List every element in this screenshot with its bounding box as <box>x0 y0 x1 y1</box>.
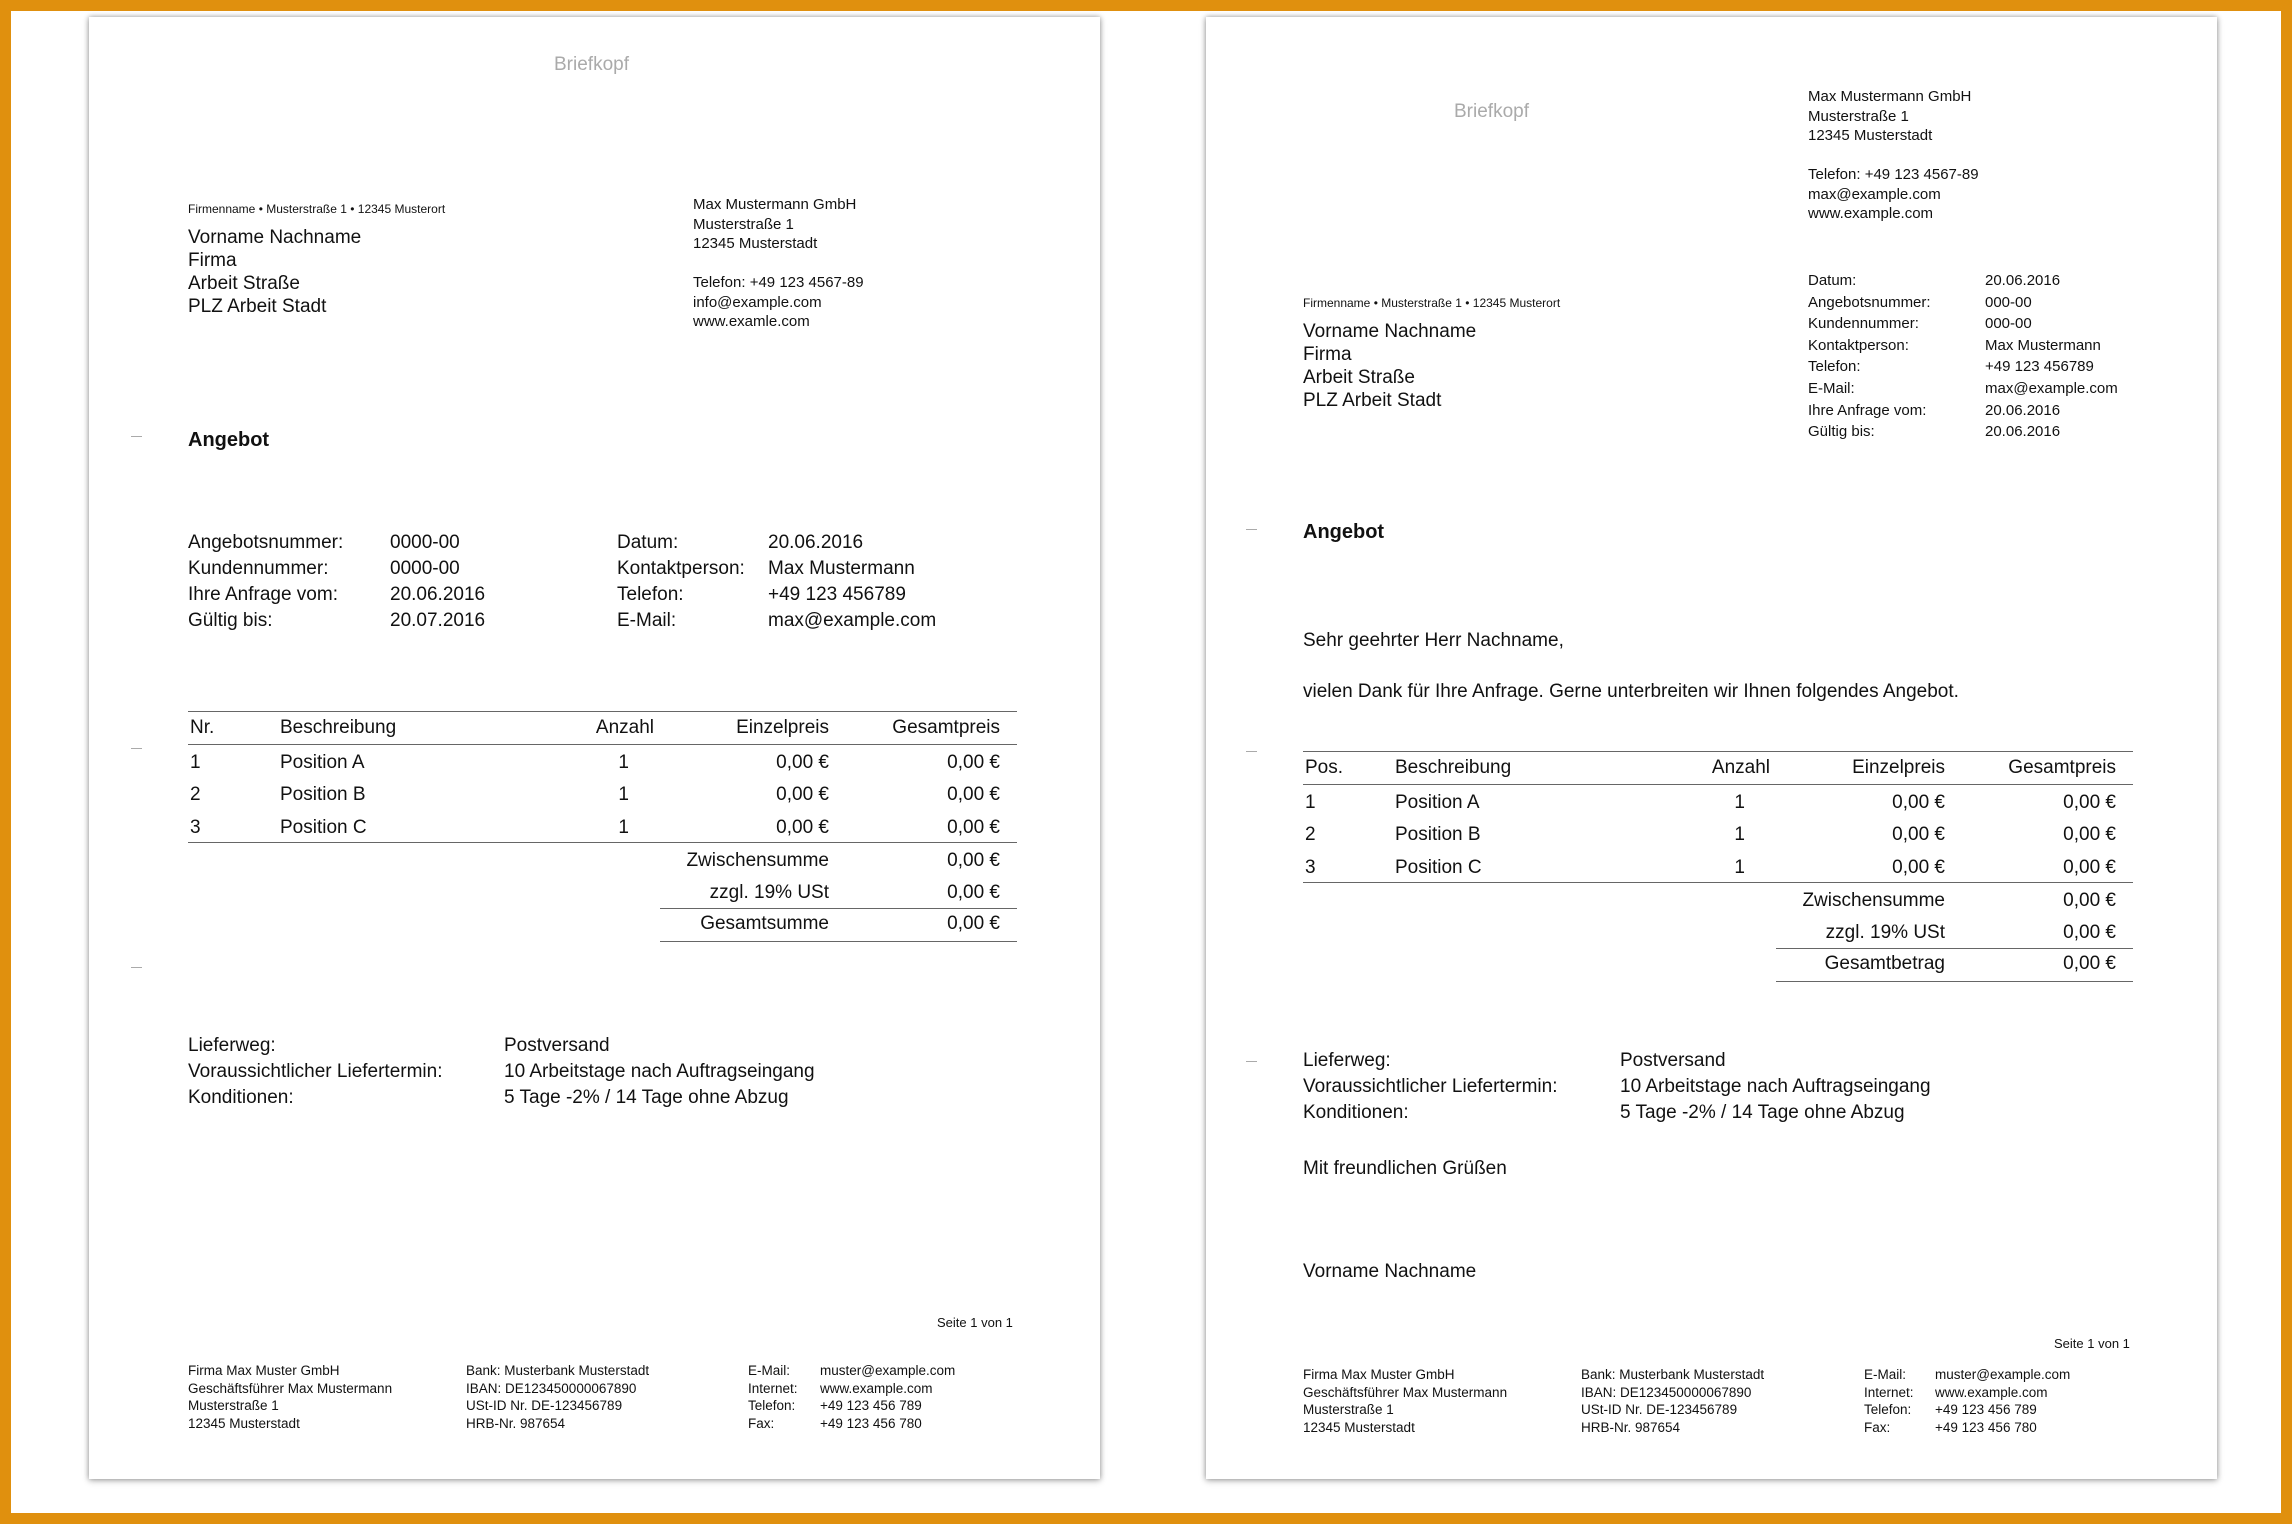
company-info <box>1808 87 1979 224</box>
table-row <box>1303 824 2133 848</box>
company-line: Musterstraße 1 <box>693 215 794 233</box>
total-top-rule <box>660 908 1017 909</box>
text-cell: 1 <box>1734 824 1745 845</box>
total-top-rule <box>1776 948 2133 949</box>
text-cell: IBAN: DE123450000067890 <box>466 1380 637 1396</box>
punch-mark <box>131 967 142 968</box>
text-cell: 1 <box>1734 857 1745 878</box>
text-cell: www.example.com <box>1808 205 1934 222</box>
document-title: Angebot <box>188 429 270 451</box>
text-cell: 0,00 € <box>1892 824 1945 845</box>
info-value: +49 123 456789 <box>768 584 906 605</box>
document-page-1 <box>89 17 1100 1479</box>
footer-company <box>1303 1366 1507 1436</box>
info-label: Kundennummer: <box>188 558 329 579</box>
delivery-value: Postversand <box>504 1035 610 1056</box>
col-header-description: Beschreibung <box>280 717 397 738</box>
info-value: 20.06.2016 <box>768 532 864 553</box>
text-cell: Kundennummer: <box>1808 315 1919 333</box>
subtotal-label: Zwischensumme <box>1802 890 1945 911</box>
text-cell: 0,00 € <box>2063 824 2116 845</box>
text-cell: Musterstraße 1 <box>188 1398 279 1413</box>
text-cell: USt-ID Nr. DE-123456789 <box>1581 1402 1738 1417</box>
delivery-row <box>188 1086 815 1109</box>
total-value: 0,00 € <box>2063 953 2116 974</box>
info-row <box>1808 270 2118 292</box>
text-cell: 2 <box>1305 824 1316 845</box>
total-label: Gesamtsumme <box>700 913 829 934</box>
text-cell: Bank: Musterbank Musterstadt <box>1581 1367 1765 1382</box>
company-line <box>693 254 864 274</box>
table-header <box>188 717 1017 743</box>
text-cell: 0,00 € <box>947 752 1000 773</box>
recipient-address <box>188 226 361 318</box>
sender-line: Firmenname • Musterstraße 1 • 12345 Musterort <box>188 202 446 216</box>
col-header-unit-price: Einzelpreis <box>1852 757 1945 778</box>
delivery-row <box>1303 1075 1931 1098</box>
text-cell: Datum: <box>1808 272 1857 289</box>
total-bottom-rule <box>1776 981 2133 982</box>
info-row <box>188 557 628 580</box>
offer-info-block <box>1808 270 2118 443</box>
company-line: 12345 Musterstadt <box>693 235 818 252</box>
letterhead-placeholder: Briefkopf <box>1454 101 1529 122</box>
delivery-label: Konditionen: <box>188 1087 294 1108</box>
text-cell: Kontaktperson: <box>1808 336 1909 354</box>
text-cell: HRB-Nr. 987654 <box>466 1415 566 1431</box>
text-cell: Telefon: +49 123 4567-89 <box>1808 166 1979 183</box>
col-header-quantity: Anzahl <box>595 717 654 738</box>
company-line: info@example.com <box>693 293 822 311</box>
text-cell: E-Mail: <box>1864 1367 1907 1382</box>
info-row <box>1808 292 2118 314</box>
fold-mark <box>131 748 142 749</box>
col-header-description: Beschreibung <box>1395 757 1512 778</box>
text-cell: Angebotsnummer: <box>1808 293 1931 311</box>
recipient-address <box>1303 320 1476 412</box>
table-top-rule <box>1303 751 2133 752</box>
info-row <box>617 609 1017 632</box>
table-header-rule <box>1303 784 2133 785</box>
text-cell: Internet: <box>1864 1384 1914 1400</box>
text-cell: USt-ID Nr. DE-123456789 <box>466 1398 623 1413</box>
recipient-line: Arbeit Straße <box>188 273 300 294</box>
info-label: E-Mail: <box>617 610 677 631</box>
info-value: 0000-00 <box>390 558 460 579</box>
text-cell: Fax: <box>1864 1419 1891 1435</box>
subtotal-label: Zwischensumme <box>686 850 829 871</box>
table-row <box>188 817 1017 841</box>
sender-line: Firmenname • Musterstraße 1 • 12345 Musterort <box>1303 296 1561 310</box>
info-row <box>188 583 628 606</box>
document-page-2 <box>1206 17 2217 1479</box>
table-body-rule <box>1303 882 2133 883</box>
info-value: max@example.com <box>768 610 937 631</box>
text-cell: Max Mustermann <box>1985 336 2101 354</box>
tax-value: 0,00 € <box>2063 922 2116 943</box>
text-cell: Geschäftsführer Max Mustermann <box>188 1380 393 1396</box>
info-label: Gültig bis: <box>188 610 273 631</box>
table-header-rule <box>188 744 1017 745</box>
info-value: Max Mustermann <box>768 558 915 579</box>
text-cell: E-Mail: <box>1808 379 1855 397</box>
text-cell: 2 <box>190 784 201 805</box>
text-cell: Telefon: <box>1808 358 1861 376</box>
table-header <box>1303 757 2133 783</box>
text-cell: 3 <box>1305 857 1316 878</box>
closing: Mit freundlichen Grüßen <box>1303 1158 1507 1179</box>
text-cell: www.example.com <box>1935 1384 2048 1400</box>
salutation: Sehr geehrter Herr Nachname, <box>1303 630 1564 651</box>
text-cell: 20.06.2016 <box>1985 423 2061 441</box>
text-cell: 0,00 € <box>2063 792 2116 813</box>
info-value: 20.06.2016 <box>390 584 486 605</box>
info-row <box>188 531 628 554</box>
text-cell: 1 <box>618 784 629 805</box>
delivery-row <box>188 1060 815 1083</box>
text-cell: Position C <box>1395 857 1482 878</box>
delivery-value: 5 Tage -2% / 14 Tage ohne Abzug <box>504 1087 789 1108</box>
text-cell: Position B <box>1395 824 1481 845</box>
text-cell: 10 Arbeitstage nach Auftragseingang <box>1620 1076 1931 1097</box>
delivery-row <box>1303 1101 1931 1124</box>
text-cell: muster@example.com <box>1935 1367 2071 1382</box>
subtotal-value: 0,00 € <box>2063 890 2116 911</box>
text-cell: Gültig bis: <box>1808 423 1875 441</box>
total-row <box>1303 953 2133 977</box>
info-label: Kontaktperson: <box>617 558 745 579</box>
text-cell: 1 <box>618 752 629 773</box>
text-cell: PLZ Arbeit Stadt <box>1303 390 1442 411</box>
info-row <box>1808 421 2118 443</box>
table-top-rule <box>188 711 1017 712</box>
company-info <box>693 195 864 332</box>
text-cell: Voraussichtlicher Liefertermin: <box>1303 1076 1558 1097</box>
col-header-total-price: Gesamtpreis <box>892 717 1000 738</box>
text-cell: 0,00 € <box>1892 857 1945 878</box>
company-line: Telefon: +49 123 4567-89 <box>693 274 864 291</box>
info-row <box>1808 356 2118 378</box>
text-cell: Musterstraße 1 <box>1303 1402 1394 1417</box>
punch-mark <box>1246 1061 1257 1062</box>
delivery-terms <box>188 1034 815 1109</box>
col-header-unit-price: Einzelpreis <box>736 717 829 738</box>
info-label: Telefon: <box>617 584 684 605</box>
info-row <box>1808 378 2118 400</box>
offer-info-right <box>617 531 1017 632</box>
col-header-quantity: Anzahl <box>1711 757 1770 778</box>
text-cell: 0,00 € <box>776 784 829 805</box>
text-cell: 0,00 € <box>776 817 829 838</box>
text-cell: 1 <box>1305 792 1316 813</box>
text-cell: 1 <box>1734 792 1745 813</box>
table-row <box>1303 792 2133 816</box>
text-cell: 12345 Musterstadt <box>1808 127 1933 144</box>
page-number: Seite 1 von 1 <box>937 1315 1013 1330</box>
text-cell: 0,00 € <box>2063 857 2116 878</box>
info-label: Datum: <box>617 532 679 553</box>
company-line: Max Mustermann GmbH <box>693 196 857 213</box>
text-cell: 0,00 € <box>947 817 1000 838</box>
text-cell: Arbeit Straße <box>1303 367 1415 388</box>
subtotal-row <box>188 850 1017 874</box>
table-row <box>188 784 1017 808</box>
text-cell: Position A <box>280 752 365 773</box>
signature-name: Vorname Nachname <box>1303 1261 1477 1282</box>
text-cell <box>1808 146 1979 166</box>
page-number: Seite 1 von 1 <box>2054 1336 2130 1351</box>
info-row <box>188 609 628 632</box>
text-cell: 12345 Musterstadt <box>1303 1419 1415 1435</box>
text-cell: E-Mail: <box>748 1363 791 1378</box>
text-cell: muster@example.com <box>820 1363 956 1378</box>
text-cell: Telefon: <box>1864 1402 1912 1417</box>
text-cell: Firma Max Muster GmbH <box>188 1363 340 1378</box>
text-cell: Position B <box>280 784 366 805</box>
table-row <box>188 752 1017 776</box>
info-row <box>1808 313 2118 335</box>
fold-mark <box>1246 751 1257 752</box>
table-row <box>1303 857 2133 881</box>
tax-value: 0,00 € <box>947 882 1000 903</box>
tax-row <box>1303 922 2133 946</box>
footer-contact-labels <box>748 1362 798 1432</box>
text-cell: Firma <box>1303 344 1352 365</box>
col-header-total-price: Gesamtpreis <box>2008 757 2116 778</box>
text-cell: Lieferweg: <box>1303 1050 1391 1071</box>
footer-contact-values <box>820 1362 955 1432</box>
tax-label: zzgl. 19% USt <box>709 882 829 903</box>
tax-row <box>188 882 1017 906</box>
text-cell: 000-00 <box>1985 293 2032 311</box>
table-body-rule <box>188 842 1017 843</box>
total-bottom-rule <box>660 941 1017 942</box>
total-row <box>188 913 1017 937</box>
text-cell: +49 123 456789 <box>1985 358 2094 376</box>
delivery-label: Lieferweg: <box>188 1035 276 1056</box>
text-cell: Fax: <box>748 1415 775 1431</box>
fold-mark <box>1246 529 1257 530</box>
letterhead-placeholder: Briefkopf <box>554 54 629 75</box>
text-cell: Max Mustermann GmbH <box>1808 88 1972 105</box>
text-cell: Telefon: <box>748 1398 796 1413</box>
text-cell: Konditionen: <box>1303 1102 1409 1123</box>
text-cell: 0,00 € <box>1892 792 1945 813</box>
delivery-label: Voraussichtlicher Liefertermin: <box>188 1061 443 1082</box>
text-cell: Firma Max Muster GmbH <box>1303 1367 1455 1382</box>
text-cell: +49 123 456 780 <box>1935 1419 2037 1435</box>
text-cell: 20.06.2016 <box>1985 272 2061 289</box>
text-cell: HRB-Nr. 987654 <box>1581 1419 1681 1435</box>
info-row <box>617 583 1017 606</box>
text-cell: 000-00 <box>1985 315 2032 333</box>
info-row <box>1808 335 2118 357</box>
total-label: Gesamtbetrag <box>1824 953 1945 974</box>
text-cell: 12345 Musterstadt <box>188 1415 300 1431</box>
info-row <box>1808 400 2118 422</box>
footer-bank <box>466 1362 649 1432</box>
text-cell: Ihre Anfrage vom: <box>1808 401 1927 419</box>
company-line: www.examle.com <box>693 313 810 330</box>
subtotal-row <box>1303 890 2133 914</box>
text-cell: 0,00 € <box>947 784 1000 805</box>
text-cell: Bank: Musterbank Musterstadt <box>466 1363 650 1378</box>
text-cell: Vorname Nachname <box>1303 321 1477 342</box>
footer-contact-values <box>1935 1366 2070 1436</box>
total-value: 0,00 € <box>947 913 1000 934</box>
fold-mark <box>131 436 142 437</box>
info-row <box>617 557 1017 580</box>
text-cell: +49 123 456 789 <box>1935 1402 2037 1417</box>
footer-company <box>188 1362 392 1432</box>
col-header-pos: Pos. <box>1305 757 1344 778</box>
text-cell: max@example.com <box>1985 379 2118 397</box>
intro-text: vielen Dank für Ihre Anfrage. Gerne unterbreiten wir Ihnen folgendes Angebot. <box>1303 681 1959 702</box>
text-cell: Position C <box>280 817 367 838</box>
info-label: Angebotsnummer: <box>188 532 344 553</box>
info-row <box>617 531 1017 554</box>
text-cell: 3 <box>190 817 201 838</box>
subtotal-value: 0,00 € <box>947 850 1000 871</box>
footer-bank <box>1581 1366 1764 1436</box>
document-title: Angebot <box>1303 521 1385 543</box>
text-cell: 1 <box>190 752 201 773</box>
offer-info-left <box>188 531 628 632</box>
text-cell: Postversand <box>1620 1050 1726 1071</box>
text-cell: 20.06.2016 <box>1985 401 2061 419</box>
text-cell: 1 <box>618 817 629 838</box>
text-cell: Geschäftsführer Max Mustermann <box>1303 1384 1508 1400</box>
text-cell: Musterstraße 1 <box>1808 107 1909 125</box>
text-cell: +49 123 456 780 <box>820 1415 922 1431</box>
text-cell: 0,00 € <box>776 752 829 773</box>
recipient-line: PLZ Arbeit Stadt <box>188 296 327 317</box>
col-header-nr: Nr. <box>190 717 215 738</box>
delivery-row <box>188 1034 815 1057</box>
text-cell: max@example.com <box>1808 185 1941 203</box>
text-cell: Position A <box>1395 792 1480 813</box>
delivery-row <box>1303 1049 1931 1072</box>
text-cell: www.example.com <box>820 1380 933 1396</box>
recipient-line: Firma <box>188 250 237 271</box>
recipient-line: Vorname Nachname <box>188 227 362 248</box>
info-value: 0000-00 <box>390 532 460 553</box>
delivery-terms <box>1303 1049 1931 1124</box>
delivery-value: 10 Arbeitstage nach Auftragseingang <box>504 1061 815 1082</box>
text-cell: Internet: <box>748 1380 798 1396</box>
footer-contact-labels <box>1864 1366 1914 1436</box>
text-cell: +49 123 456 789 <box>820 1398 922 1413</box>
info-label: Ihre Anfrage vom: <box>188 584 338 605</box>
info-value: 20.07.2016 <box>390 610 486 631</box>
text-cell: 5 Tage -2% / 14 Tage ohne Abzug <box>1620 1102 1905 1123</box>
tax-label: zzgl. 19% USt <box>1825 922 1945 943</box>
text-cell: IBAN: DE123450000067890 <box>1581 1384 1752 1400</box>
